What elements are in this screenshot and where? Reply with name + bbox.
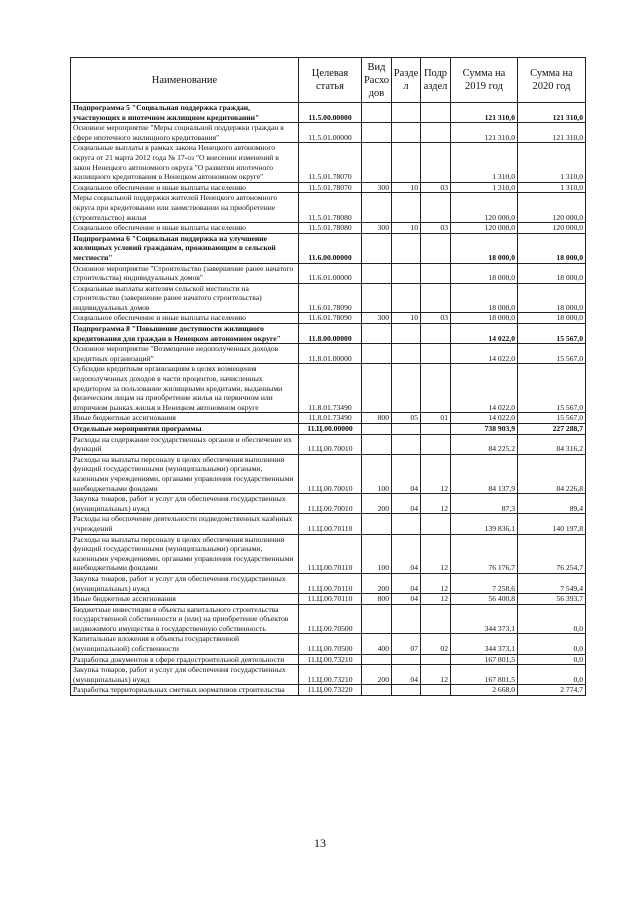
- row-target-cell: 11.Ц.00.70110: [299, 573, 362, 593]
- row-sum-2019-cell: 14 022,0: [451, 413, 518, 424]
- row-razdel-cell: [392, 263, 421, 283]
- table-row: [71, 634, 586, 654]
- row-podrazdel-cell: 03: [421, 182, 451, 193]
- row-target-cell: 11.6.01.00000: [299, 263, 362, 283]
- row-name-cell: Социальное обеспечение и иные выплаты населению: [71, 182, 299, 193]
- row-sum-2020-cell: 76 254,7: [518, 534, 586, 573]
- row-sum-2020-cell: 121 310,0: [518, 123, 586, 143]
- row-sum-2020-cell: 15 567,0: [518, 413, 586, 424]
- row-sum-2019-cell: 121 310,0: [451, 103, 518, 123]
- row-sum-2020-cell: 0,0: [518, 665, 586, 685]
- table-row: [71, 223, 586, 234]
- row-podrazdel-cell: [421, 424, 451, 435]
- row-target-cell: 11.Ц.00.70010: [299, 454, 362, 493]
- row-target-cell: 11.5.00.00000: [299, 103, 362, 123]
- row-razdel-cell: [392, 344, 421, 364]
- row-podrazdel-cell: [421, 364, 451, 413]
- row-vid-cell: 200: [362, 665, 392, 685]
- row-razdel-cell: 10: [392, 313, 421, 324]
- row-sum-2020-cell: 18 000,0: [518, 263, 586, 283]
- row-razdel-cell: [392, 233, 421, 263]
- row-sum-2020-cell: 15 567,0: [518, 324, 586, 344]
- row-sum-2020-cell: 1 310,0: [518, 182, 586, 193]
- row-podrazdel-cell: 12: [421, 594, 451, 605]
- table-row: [71, 454, 586, 493]
- row-name-cell: Основное мероприятие "Строительство (завершение ранее начатого строительства) индивидуальных домов": [71, 263, 299, 283]
- header-sum-2019: Сумма на 2019 год: [451, 58, 518, 103]
- table-row: [71, 573, 586, 593]
- row-sum-2019-cell: 344 373,1: [451, 604, 518, 634]
- row-sum-2019-cell: 18 000,0: [451, 283, 518, 313]
- row-name-cell: Закупка товаров, работ и услуг для обеспечения государственных (муниципальных) нужд: [71, 494, 299, 514]
- row-vid-cell: [362, 685, 392, 696]
- row-name-cell: Социальные выплаты в рамках закона Ненецкого автономного округа от 21 марта 2012 года № 17-оз "О внесении изменений в закон Ненецкого автономного округа "О развитии ипотечного жилищного кредитования в Ненецком автономном округе": [71, 143, 299, 182]
- row-razdel-cell: 07: [392, 634, 421, 654]
- row-target-cell: 11.5.01.00000: [299, 123, 362, 143]
- row-name-cell: Подпрограмма 8 "Повышение доступности жилищного кредитования для граждан в Ненецком автономном округе": [71, 324, 299, 344]
- row-target-cell: 11.8.01.73490: [299, 413, 362, 424]
- row-sum-2019-cell: 84 225,2: [451, 434, 518, 454]
- table-body: [71, 103, 586, 696]
- header-podrazdel: Подр аздел: [421, 58, 451, 103]
- row-vid-cell: 100: [362, 454, 392, 493]
- row-name-cell: Бюджетные инвестиции в объекты капитального строительства государственной собственности и (или) на приобретение объектов недвижимого имущества в государственную собственность: [71, 604, 299, 634]
- row-sum-2019-cell: 139 836,1: [451, 514, 518, 534]
- row-name-cell: Основное мероприятие "Возмещение недополученных доходов кредитных организаций": [71, 344, 299, 364]
- row-vid-cell: [362, 123, 392, 143]
- table-row: [71, 424, 586, 435]
- row-vid-cell: [362, 193, 392, 223]
- row-target-cell: 11.Ц.00.70010: [299, 434, 362, 454]
- table-row: [71, 685, 586, 696]
- table-row: [71, 283, 586, 313]
- row-vid-cell: [362, 434, 392, 454]
- row-sum-2019-cell: 121 310,0: [451, 123, 518, 143]
- row-sum-2020-cell: 15 567,0: [518, 344, 586, 364]
- row-sum-2019-cell: 738 903,9: [451, 424, 518, 435]
- row-podrazdel-cell: [421, 324, 451, 344]
- table-row: [71, 233, 586, 263]
- row-target-cell: 11.8.00.00000: [299, 324, 362, 344]
- row-sum-2020-cell: 18 000,0: [518, 233, 586, 263]
- row-target-cell: 11.Ц.00.00000: [299, 424, 362, 435]
- row-target-cell: 11.Ц.00.73220: [299, 685, 362, 696]
- row-target-cell: 11.Ц.00.70500: [299, 604, 362, 634]
- table-row: [71, 344, 586, 364]
- row-target-cell: 11.8.01.73490: [299, 364, 362, 413]
- row-podrazdel-cell: 12: [421, 494, 451, 514]
- row-target-cell: 11.6.01.78090: [299, 283, 362, 313]
- row-sum-2019-cell: 14 022,0: [451, 324, 518, 344]
- row-vid-cell: 200: [362, 573, 392, 593]
- row-podrazdel-cell: 02: [421, 634, 451, 654]
- row-razdel-cell: [392, 283, 421, 313]
- row-sum-2019-cell: 120 000,0: [451, 193, 518, 223]
- row-target-cell: 11.5.01.78070: [299, 143, 362, 182]
- row-razdel-cell: [392, 364, 421, 413]
- row-target-cell: 11.5.01.78080: [299, 223, 362, 234]
- table-row: [71, 604, 586, 634]
- row-vid-cell: 300: [362, 313, 392, 324]
- row-vid-cell: [362, 424, 392, 435]
- row-vid-cell: 800: [362, 413, 392, 424]
- row-sum-2019-cell: 56 400,8: [451, 594, 518, 605]
- row-name-cell: Подпрограмма 5 "Социальная поддержка граждан, участвующих в ипотечном жилищном кредитовании": [71, 103, 299, 123]
- row-podrazdel-cell: 12: [421, 573, 451, 593]
- row-sum-2020-cell: 84 226,8: [518, 454, 586, 493]
- row-razdel-cell: 05: [392, 413, 421, 424]
- row-razdel-cell: [392, 514, 421, 534]
- row-vid-cell: [362, 283, 392, 313]
- table-row: [71, 654, 586, 665]
- table-row: [71, 413, 586, 424]
- row-vid-cell: [362, 103, 392, 123]
- row-vid-cell: 300: [362, 182, 392, 193]
- table-row: [71, 182, 586, 193]
- row-name-cell: Отдельные мероприятия программы: [71, 424, 299, 435]
- row-name-cell: Социальное обеспечение и иные выплаты населению: [71, 223, 299, 234]
- row-sum-2020-cell: 7 549,4: [518, 573, 586, 593]
- row-sum-2020-cell: 84 316,2: [518, 434, 586, 454]
- row-razdel-cell: [392, 654, 421, 665]
- row-name-cell: Субсидии кредитным организациям в целях возмещения недополученных доходов в части процентов, начисленных кредитором за пользование жилищными кредитами, выданными физическим лицам на приобретение жилья на первичном или вторичном рынках жилья в Ненецком автономном округе: [71, 364, 299, 413]
- table-row: [71, 665, 586, 685]
- row-sum-2019-cell: 87,3: [451, 494, 518, 514]
- row-sum-2020-cell: 15 567,0: [518, 364, 586, 413]
- row-sum-2020-cell: 1 310,0: [518, 143, 586, 182]
- row-vid-cell: 300: [362, 223, 392, 234]
- row-podrazdel-cell: [421, 143, 451, 182]
- table-row: [71, 364, 586, 413]
- row-sum-2020-cell: 0,0: [518, 654, 586, 665]
- row-vid-cell: [362, 364, 392, 413]
- row-sum-2020-cell: 2 774,7: [518, 685, 586, 696]
- table-header-row: [71, 58, 586, 103]
- row-name-cell: Расходы на содержание государственных органов и обеспечение их функций: [71, 434, 299, 454]
- row-sum-2019-cell: 1 310,0: [451, 182, 518, 193]
- row-sum-2020-cell: 120 000,0: [518, 223, 586, 234]
- row-razdel-cell: [392, 604, 421, 634]
- row-vid-cell: 800: [362, 594, 392, 605]
- row-razdel-cell: 10: [392, 223, 421, 234]
- row-podrazdel-cell: 03: [421, 313, 451, 324]
- row-vid-cell: 200: [362, 494, 392, 514]
- row-razdel-cell: 10: [392, 182, 421, 193]
- row-podrazdel-cell: [421, 193, 451, 223]
- row-target-cell: 11.8.01.00000: [299, 344, 362, 364]
- row-name-cell: Разработка территориальных сметных нормативов строительства: [71, 685, 299, 696]
- row-razdel-cell: [392, 143, 421, 182]
- row-vid-cell: [362, 233, 392, 263]
- row-podrazdel-cell: 12: [421, 534, 451, 573]
- table-row: [71, 594, 586, 605]
- row-name-cell: Социальные выплаты жителям сельской местности на строительство (завершение ранее начатого строительства) индивидуальных домов: [71, 283, 299, 313]
- table-row: [71, 193, 586, 223]
- row-podrazdel-cell: [421, 434, 451, 454]
- row-podrazdel-cell: [421, 685, 451, 696]
- row-name-cell: Разработка документов в сфере градостроительной деятельности: [71, 654, 299, 665]
- row-target-cell: 11.Ц.00.73210: [299, 654, 362, 665]
- header-target: Целевая статья: [299, 58, 362, 103]
- table-row: [71, 123, 586, 143]
- row-name-cell: Закупка товаров, работ и услуг для обеспечения государственных (муниципальных) нужд: [71, 665, 299, 685]
- row-vid-cell: 100: [362, 534, 392, 573]
- row-podrazdel-cell: [421, 344, 451, 364]
- row-target-cell: 11.Ц.00.70010: [299, 494, 362, 514]
- row-podrazdel-cell: 03: [421, 223, 451, 234]
- row-razdel-cell: [392, 685, 421, 696]
- row-target-cell: 11.Ц.00.70110: [299, 514, 362, 534]
- row-sum-2019-cell: 167 801,5: [451, 654, 518, 665]
- row-sum-2019-cell: 2 668,0: [451, 685, 518, 696]
- row-target-cell: 11.Ц.00.70110: [299, 594, 362, 605]
- row-razdel-cell: 04: [392, 494, 421, 514]
- row-name-cell: Капитальные вложения в объекты государственной (муниципальной) собственности: [71, 634, 299, 654]
- table-row: [71, 324, 586, 344]
- row-razdel-cell: 04: [392, 594, 421, 605]
- row-name-cell: Расходы на выплаты персоналу в целях обеспечения выполнения функций государственными (муниципальными) органами, казенными учреждениями, органами управления государственными внебюджетными фондами: [71, 534, 299, 573]
- row-vid-cell: [362, 604, 392, 634]
- row-sum-2019-cell: 14 022,0: [451, 344, 518, 364]
- row-name-cell: Основное мероприятие "Меры социальной поддержки граждан в сфере ипотечного жилищного кредитования": [71, 123, 299, 143]
- row-name-cell: Меры социальной поддержки жителей Ненецкого автономного округа при кредитовании или заимствовании на приобретение (строительство) жилья: [71, 193, 299, 223]
- row-name-cell: Иные бюджетные ассигнования: [71, 413, 299, 424]
- row-razdel-cell: 04: [392, 573, 421, 593]
- row-sum-2020-cell: 121 310,0: [518, 103, 586, 123]
- header-name: Наименование: [71, 58, 299, 103]
- row-sum-2019-cell: 84 137,9: [451, 454, 518, 493]
- row-razdel-cell: 04: [392, 454, 421, 493]
- row-name-cell: Расходы на обеспечение деятельности подведомственных казённых учреждений: [71, 514, 299, 534]
- row-sum-2020-cell: 56 393,7: [518, 594, 586, 605]
- row-sum-2019-cell: 1 310,0: [451, 143, 518, 182]
- header-sum-2020: Сумма на 2020 год: [518, 58, 586, 103]
- table-row: [71, 534, 586, 573]
- row-podrazdel-cell: 12: [421, 665, 451, 685]
- row-sum-2020-cell: 0,0: [518, 634, 586, 654]
- budget-table-page: [70, 57, 585, 696]
- row-podrazdel-cell: [421, 604, 451, 634]
- row-razdel-cell: 04: [392, 665, 421, 685]
- row-target-cell: 11.5.01.78070: [299, 182, 362, 193]
- row-name-cell: Иные бюджетные ассигнования: [71, 594, 299, 605]
- row-sum-2019-cell: 18 000,0: [451, 313, 518, 324]
- row-razdel-cell: [392, 123, 421, 143]
- row-target-cell: 11.Ц.00.70500: [299, 634, 362, 654]
- table-row: [71, 143, 586, 182]
- row-vid-cell: [362, 263, 392, 283]
- row-target-cell: 11.5.01.78080: [299, 193, 362, 223]
- table-row: [71, 103, 586, 123]
- row-podrazdel-cell: [421, 514, 451, 534]
- row-razdel-cell: [392, 103, 421, 123]
- table-row: [71, 494, 586, 514]
- row-razdel-cell: [392, 434, 421, 454]
- row-podrazdel-cell: [421, 263, 451, 283]
- table-row: [71, 263, 586, 283]
- row-sum-2020-cell: 227 288,7: [518, 424, 586, 435]
- row-podrazdel-cell: [421, 654, 451, 665]
- row-sum-2020-cell: 120 000,0: [518, 193, 586, 223]
- row-vid-cell: [362, 143, 392, 182]
- row-vid-cell: [362, 324, 392, 344]
- row-vid-cell: [362, 344, 392, 364]
- row-podrazdel-cell: [421, 103, 451, 123]
- header-razdel: Разде л: [392, 58, 421, 103]
- row-vid-cell: [362, 654, 392, 665]
- row-name-cell: Расходы на выплаты персоналу в целях обеспечения выполнения функций государственными (муниципальными) органами, казенными учреждениями, органами управления государственными внебюджетными фондами: [71, 454, 299, 493]
- row-podrazdel-cell: 12: [421, 454, 451, 493]
- row-sum-2019-cell: 167 801,5: [451, 665, 518, 685]
- row-sum-2020-cell: 18 000,0: [518, 313, 586, 324]
- row-sum-2019-cell: 120 000,0: [451, 223, 518, 234]
- row-podrazdel-cell: [421, 283, 451, 313]
- row-sum-2019-cell: 76 176,7: [451, 534, 518, 573]
- row-razdel-cell: 04: [392, 534, 421, 573]
- row-sum-2020-cell: 140 197,8: [518, 514, 586, 534]
- row-name-cell: Социальное обеспечение и иные выплаты населению: [71, 313, 299, 324]
- row-sum-2020-cell: 89,4: [518, 494, 586, 514]
- row-target-cell: 11.Ц.00.70110: [299, 534, 362, 573]
- row-sum-2019-cell: 7 258,6: [451, 573, 518, 593]
- row-name-cell: Закупка товаров, работ и услуг для обеспечения государственных (муниципальных) нужд: [71, 573, 299, 593]
- row-vid-cell: 400: [362, 634, 392, 654]
- row-podrazdel-cell: 01: [421, 413, 451, 424]
- table-row: [71, 434, 586, 454]
- header-vid: Вид Расхо дов: [362, 58, 392, 103]
- page-number: 13: [314, 836, 326, 850]
- table-row: [71, 313, 586, 324]
- row-name-cell: Подпрограмма 6 "Социальная поддержка на улучшение жилищных условий гражданам, проживающим в сельской местности": [71, 233, 299, 263]
- row-podrazdel-cell: [421, 233, 451, 263]
- row-podrazdel-cell: [421, 123, 451, 143]
- table-row: [71, 514, 586, 534]
- row-target-cell: 11.Ц.00.73210: [299, 665, 362, 685]
- budget-table: [70, 57, 586, 696]
- row-razdel-cell: [392, 193, 421, 223]
- row-target-cell: 11.6.00.00000: [299, 233, 362, 263]
- row-razdel-cell: [392, 424, 421, 435]
- row-razdel-cell: [392, 324, 421, 344]
- row-sum-2019-cell: 18 000,0: [451, 233, 518, 263]
- row-vid-cell: [362, 514, 392, 534]
- row-sum-2020-cell: 0,0: [518, 604, 586, 634]
- row-sum-2019-cell: 344 373,1: [451, 634, 518, 654]
- row-target-cell: 11.6.01.78090: [299, 313, 362, 324]
- row-sum-2019-cell: 18 000,0: [451, 263, 518, 283]
- row-sum-2019-cell: 14 022,0: [451, 364, 518, 413]
- row-sum-2020-cell: 18 000,0: [518, 283, 586, 313]
